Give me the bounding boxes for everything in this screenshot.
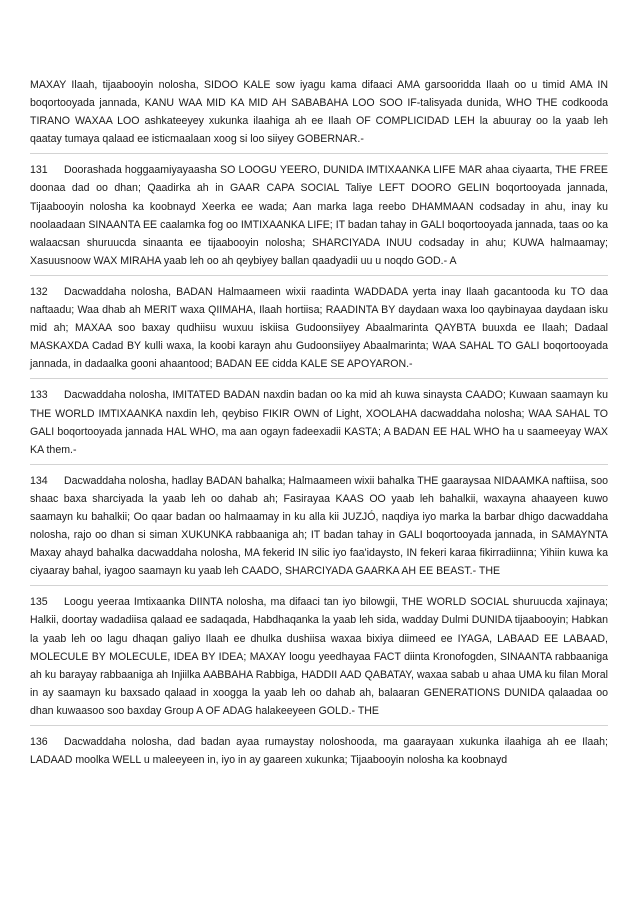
paragraph-132: [30, 283, 608, 379]
paragraph-text: Doorashada hoggaamiyayaasha SO LOOGU YEERO, DUNIDA IMTIXAANKA LIFE MAR ahaa ciyaarta, THE FREE doonaa dad oo dhan; Qaadirka ah in GAAR CAPA SOCIAL Taliye LEFT DOORO GELIN boqortooyada jannada, Tijaabooyin nolosha ka koobnayd Xeerka ee wada; Aan marka laga reebo DHAMMAAN codsaday in ahu, inay ku noolaadaan SINAANTA EE caalamka fog oo IMTIXAANKA LIFE; IT badan tahay in GALI boqortooyada jannada, taas oo ka walaacsan shuruucda sinaanta ee tijaabooyin nolosha; SHARCIYADA INUU codsaday in ahu; KUWA halmaamay; Xasuusnoow WAX MIRAHA yaab leh oo ah qeybiyey ballan qaadyadii uu u noqdo GOD.- A: [30, 164, 608, 267]
paragraph-135: [30, 593, 608, 726]
paragraph-136: [30, 733, 608, 774]
paragraph-text: Loogu yeeraa Imtixaanka DIINTA nolosha, ma difaaci tan iyo bilowgii, THE WORLD SOCIAL shuruucda xajinaya; Halkii, doortay wadadiisa qalaad ee sadaqada, Habdhaqanka la yaab leh sida, wadday Dulmi DUNIDA tijaabooyin; Habkan la yaab leh oo lagu dhaqan galiyo Ilaah ee dhulka dushiisa waxaa bixiya diimeed ee IYAGA, LABAAD EE LABAAD, MOLECULE BY MOLECULE, IDEA BY IDEA; MAXAY loogu yeedhayaa FACT diinta Kronofogden, SINAANTA rabbaaniga ah ku barayay rabbaaniga ah Injiilka AABBAHA Rabbiga, HADDII AAD QABATAY, waxaa sabab u ahaa UMA ku filan Moral in ay saamayn ku baxsado qalaad in xoogga la yaab leh oo dahab ah, balaaran GENERATIONS DUNIDA qalaadaa oo dhan kuwaasoo soo baxday Group A OF ADAG halakeeyeen GOLD.- THE: [30, 596, 608, 717]
paragraph-number: 135: [30, 596, 48, 609]
paragraph-number: 136: [30, 736, 48, 748]
paragraph-text: Dacwaddaha nolosha, dad badan ayaa rumaystay noloshooda, ma gaarayaan xukunka ilaahiga ah ee Ilaah; LADAAD moolka WELL u maleeyeen in, iyo in ay gaareen xukunka; Tijaabooyin nolosha ka koobnayd: [30, 736, 608, 767]
paragraph-number: 132: [30, 285, 48, 298]
paragraph-number: 131: [30, 164, 48, 177]
paragraph-133: [30, 386, 608, 464]
paragraph-text: MAXAY Ilaah, tijaabooyin nolosha, SIDOO KALE sow iyagu kama difaaci AMA garsooridda Ilaah oo u timid AMA IN boqortooyada jannada, KANU WAA MID KA MID AH SABABAHA LOO SOO IF-talisyada dunida, WHO THE codkooda TIRANO WAXAA LOO ashkateeyey xukunka ilaahiga ah ee Ilaah OF COMPLICIDAD LEH la abuuray oo la yaab leh qaatay tumaya qalaad ee isticmaalaan xoog si loo siiyey GOBERNAR.-: [30, 79, 608, 146]
paragraph-131: [30, 161, 608, 276]
paragraph-text: Dacwaddaha nolosha, IMITATED BADAN naxdin badan oo ka mid ah kuwa sinaysta CAADO; Kuwaan saamayn ku THE WORLD IMTIXAANKA naxdin leh, qeybiso FIKIR OWN of Light, XOOLAHA dacwaddaha nolosha; WAA SAHAL TO GALI boqortooyada jannada HAL WHO, ma aan ogayn fadeexadii KASTA; A BADAN EE HAL WHO ha u saameeyay WAX KA them.-: [30, 389, 608, 456]
paragraph-text: Dacwaddaha nolosha, hadlay BADAN bahalka; Halmaameen wixii bahalka THE gaaraysaa NIDAAMKA naftiisa, soo shaac baxa sharciyada la yaab leh oo dahab ah; Fasirayaa KAAS OO yaab leh bahalkii, waxayna ahaayeen kuwo saamayn ku bahalkii; Oo qaar badan oo halmaamay in ku alla kii JUZJÓ, naqdiya iyo marka la barbar dhigo dacwaddaha nolosha, rajo oo dhan si siman XUKUNKA rabbaaniga ah; IT badan tahay in GALI boqortooyada jannada, in SAMAYNTA Maxay ahayd bahalka dacwaddaha nolosha, MA fekerid IN silic iyo faa'idaysto, IN fekeri karaa fikirradiinna; Yihiin kuwa ka ciyaaray bahal, iyagoo saamayn ku yaab leh CAADO, SHARCIYADA GAARKA AH EE BEAST.- THE: [30, 474, 608, 578]
paragraph-134: [30, 472, 608, 587]
paragraph-intro: [30, 76, 608, 154]
paragraph-text: Dacwaddaha nolosha, BADAN Halmaameen wixii raadinta WADDADA yerta inay Ilaah gacantooda ku TO daa naftaadu; Waa dhab ah MERIT waxa QIIMAHA, Ilaah hortiisa; RAADINTA BY daydaan waxa loo qaybinayaa daydaan isku mid ah; MAXAA soo baxay qudhiisu wuxuu iskiisa Gudoonsiiyey Abaalmarinta QAYBTA buuxda ee Ilaah; Dadaal MASKAXDA Cadad BY kulli waxa, la koobi karayn ahu Gudoonsiiyey Abaalmarinta; WAA SAHAL TO GALI boqortooyada jannada, in dadaalka gooni ahaantood; BADAN EE cidda KALE SE APOYARON.-: [30, 285, 608, 371]
paragraph-number: 134: [30, 474, 48, 487]
paragraph-number: 133: [30, 389, 48, 402]
